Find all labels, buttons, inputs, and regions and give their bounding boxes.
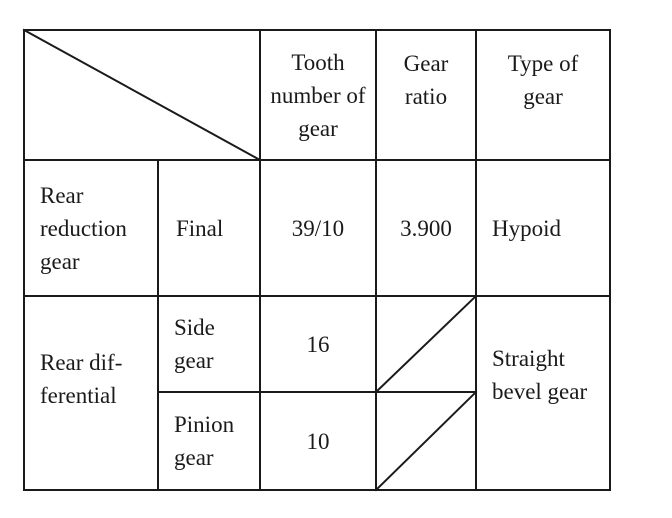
- pinion-gear-tooth-number-value: 10: [306, 428, 330, 454]
- final-type-of-gear: [476, 160, 610, 296]
- differential-type-of-gear: [476, 296, 610, 490]
- item-pinion-gear: [158, 392, 260, 490]
- side-gear-tooth-number: [260, 296, 376, 392]
- header-corner-diagonal: [24, 30, 260, 160]
- header-gear-ratio: [376, 30, 476, 160]
- header-type-of-gear-label: Type of gear: [507, 51, 579, 109]
- header-tooth-number: [260, 30, 376, 160]
- header-gear-ratio-label: Gear ratio: [403, 51, 449, 109]
- side-gear-ratio-diagonal: [376, 296, 476, 392]
- group-rear-reduction-gear-label: Rear reduction gear: [40, 182, 127, 274]
- header-tooth-number-label: Tooth number of gear: [270, 49, 366, 141]
- final-gear-ratio: [376, 160, 476, 296]
- final-gear-ratio-value: 3.900: [400, 215, 452, 241]
- side-gear-tooth-number-value: 16: [306, 331, 330, 357]
- final-tooth-number-value: 39/10: [291, 215, 345, 241]
- item-pinion-gear-label: Pinion gear: [174, 412, 235, 470]
- final-tooth-number: [260, 160, 376, 296]
- group-rear-differential: [24, 296, 158, 490]
- item-side-gear: [158, 296, 260, 392]
- item-side-gear-label: Side gear: [174, 315, 215, 373]
- group-rear-reduction-gear: [24, 160, 158, 296]
- pinion-gear-ratio-diagonal: [376, 392, 476, 490]
- final-type-of-gear-value: Hypoid: [492, 215, 561, 241]
- item-final-label: Final: [176, 215, 224, 241]
- item-final: [158, 160, 260, 296]
- differential-type-of-gear-value: Straight bevel gear: [492, 346, 588, 404]
- header-type-of-gear: [476, 30, 610, 160]
- group-rear-differential-label: Rear dif- ferential: [40, 350, 123, 408]
- pinion-gear-tooth-number: [260, 392, 376, 490]
